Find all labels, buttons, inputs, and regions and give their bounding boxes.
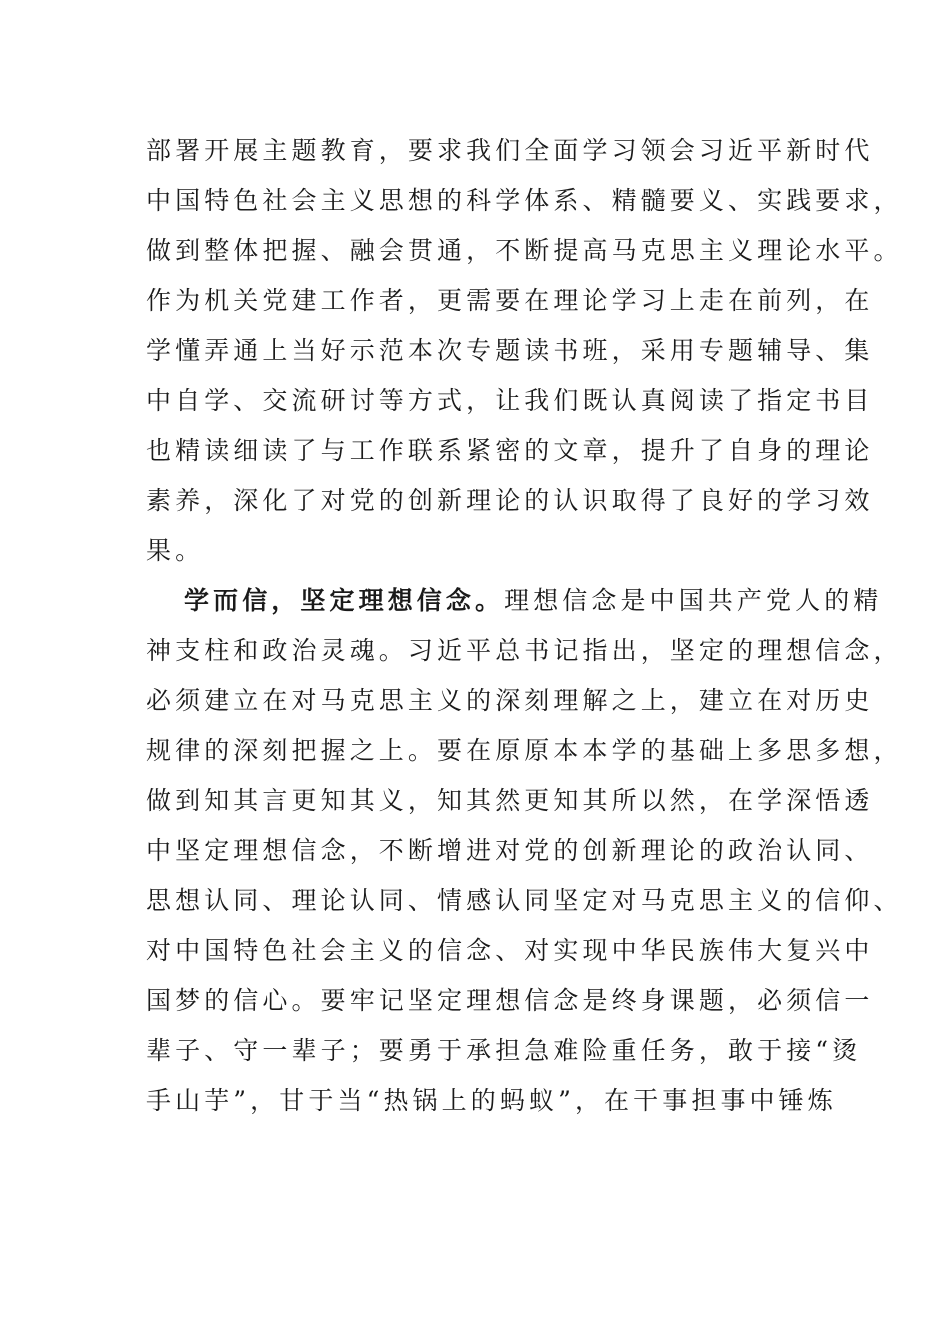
paragraph-2-first-line — [146, 576, 883, 626]
paragraph-2-heading: 学而信，坚定理想信念。 — [184, 586, 505, 615]
paragraph-1-line-3: 做到整体把握、融会贯通，不断提高马克思主义理论水平。 — [146, 236, 903, 265]
paragraph-1-line-4: 作为机关党建工作者，更需要在理论学习上走在前列，在 — [146, 286, 874, 315]
paragraph-1-line-7: 也精读细读了与工作联系紧密的文章，提升了自身的理论 — [146, 436, 874, 465]
paragraph-2-line-9: 国梦的信心。要牢记坚定理想信念是终身课题，必须信一 — [146, 986, 874, 1015]
paragraph-1-line-9: 果。 — [146, 536, 205, 565]
paragraph-1-line-2: 中国特色社会主义思想的科学体系、精髓要义、实践要求， — [146, 186, 903, 215]
paragraph-1-line-5: 学懂弄通上当好示范本次专题读书班，采用专题辅导、集 — [146, 336, 874, 365]
paragraph-1-line-1: 部署开展主题教育，要求我们全面学习领会习近平新时代 — [146, 136, 874, 165]
paragraph-2-line-4: 规律的深刻把握之上。要在原原本本学的基础上多思多想， — [146, 736, 903, 765]
paragraph-2-line-3: 必须建立在对马克思主义的深刻理解之上，建立在对历史 — [146, 686, 874, 715]
paragraph-2-line-7: 思想认同、理论认同、情感认同坚定对马克思主义的信仰、 — [146, 886, 903, 915]
paragraph-2-line-11: 手山芋”，甘于当“热锅上的蚂蚁”，在干事担事中锤炼 — [146, 1086, 837, 1115]
paragraph-2-line-10: 辈子、守一辈子；要勇于承担急难险重任务，敢于接“烫 — [146, 1036, 862, 1065]
document-body — [146, 126, 903, 1126]
paragraph-2-line-5: 做到知其言更知其义，知其然更知其所以然，在学深悟透 — [146, 786, 874, 815]
paragraph-1-line-8: 素养，深化了对党的创新理论的认识取得了良好的学习效 — [146, 486, 874, 515]
paragraph-2-line-8: 对中国特色社会主义的信念、对实现中华民族伟大复兴中 — [146, 936, 874, 965]
paragraph-2-first-line-text: 理想信念是中国共产党人的精 — [504, 586, 883, 615]
paragraph-2-line-2: 神支柱和政治灵魂。习近平总书记指出，坚定的理想信念， — [146, 636, 903, 665]
paragraph-2-line-6: 中坚定理想信念，不断增进对党的创新理论的政治认同、 — [146, 836, 874, 865]
paragraph-1-line-6: 中自学、交流研讨等方式，让我们既认真阅读了指定书目 — [146, 386, 874, 415]
